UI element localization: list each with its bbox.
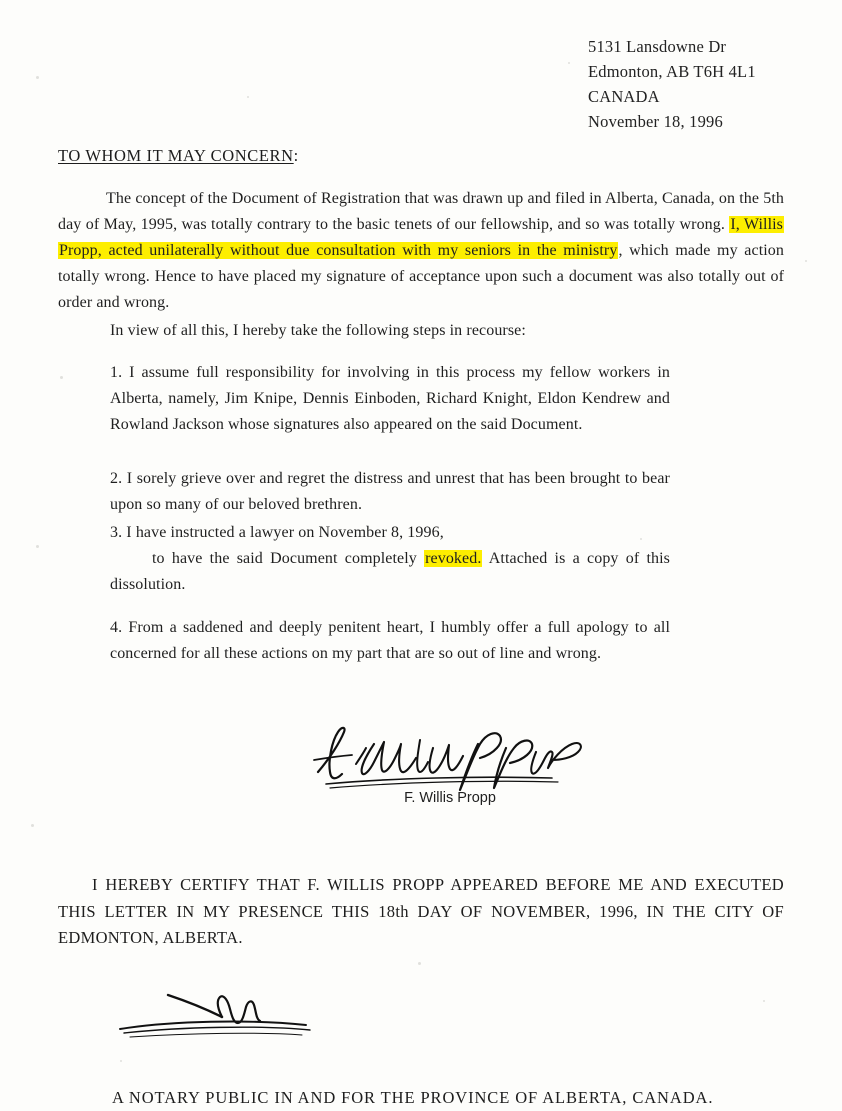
signature-propp-icon — [300, 718, 600, 798]
address-country: CANADA — [588, 87, 660, 107]
return-address — [588, 34, 756, 134]
address-city: Edmonton, AB T6H 4L1 — [588, 62, 756, 82]
notary-title-line: A NOTARY PUBLIC IN AND FOR THE PROVINCE OF ALBERTA, CANADA. — [112, 1088, 714, 1107]
signature-typed-name: F. Willis Propp — [404, 790, 496, 806]
opening-text-after-highlight: , which made my action totally wrong. Hence to have placed my signature of acceptance upon such a document was also totally out of order and wrong. — [58, 241, 784, 311]
highlighted-admission: I, Willis Propp, acted unilaterally without due consultation with my seniors in the ministry — [59, 215, 783, 259]
item3-subline — [110, 546, 670, 598]
scan-speck — [60, 376, 63, 379]
scan-speck — [36, 76, 39, 79]
in-view-paragraph: In view of all this, I hereby take the following steps in recourse: — [110, 322, 526, 339]
scan-speck — [763, 1000, 765, 1002]
salutation-text: TO WHOM IT MAY CONCERN — [58, 146, 294, 165]
salutation — [58, 146, 299, 166]
scan-speck — [36, 545, 39, 548]
recourse-item-3 — [110, 520, 670, 598]
opening-paragraph — [58, 186, 784, 316]
scan-speck — [418, 962, 421, 965]
scan-speck — [568, 62, 570, 64]
scan-speck — [120, 1060, 122, 1062]
letter-date: November 18, 1996 — [588, 112, 723, 132]
recourse-item-2: 2. I sorely grieve over and regret the distress and unrest that has been brought to bear upon so many of our beloved brethren. — [110, 470, 670, 513]
address-street: 5131 Lansdowne Dr — [588, 37, 727, 56]
scan-speck — [247, 96, 249, 98]
highlighted-revoked: revoked. — [425, 549, 482, 567]
notary-certification-paragraph — [58, 872, 784, 952]
certification-text: I HEREBY CERTIFY THAT F. WILLIS PROPP APPEARED BEFORE ME AND EXECUTED THIS LETTER IN MY PRESENCE THIS 18th DAY OF NOVEMBER, 1996, IN THE CITY OF EDMONTON, ALBERTA. — [58, 875, 784, 948]
scan-speck — [805, 260, 807, 262]
salutation-colon: : — [293, 146, 299, 165]
item3-line1: 3. I have instructed a lawyer on November 8, 1996, — [110, 524, 444, 541]
recourse-item-4: 4. From a saddened and deeply penitent heart, I humbly offer a full apology to all concerned for all these actions on my part that are so out of line and wrong. — [110, 619, 670, 662]
opening-text-before-highlight: The concept of the Document of Registration that was drawn up and filed in Alberta, Canada, on the 5th day of May, 1995, was totally contrary to the basic tenets of our fellowship, and so was totally wrong. — [58, 190, 784, 233]
scan-speck — [31, 824, 34, 827]
item3-sub-before: to have the said Document completely — [152, 549, 425, 567]
recourse-item-1: 1. I assume full responsibility for involving in this process my fellow workers in Alberta, namely, Jim Knipe, Dennis Einboden, Richard Knight, Eldon Kendrew and Rowland Jackson whose signatures also appeared on the said Document. — [110, 364, 670, 433]
item3-sub-after: Attached is a copy of this dissolution. — [110, 549, 671, 593]
signature-notary-icon — [110, 985, 370, 1047]
